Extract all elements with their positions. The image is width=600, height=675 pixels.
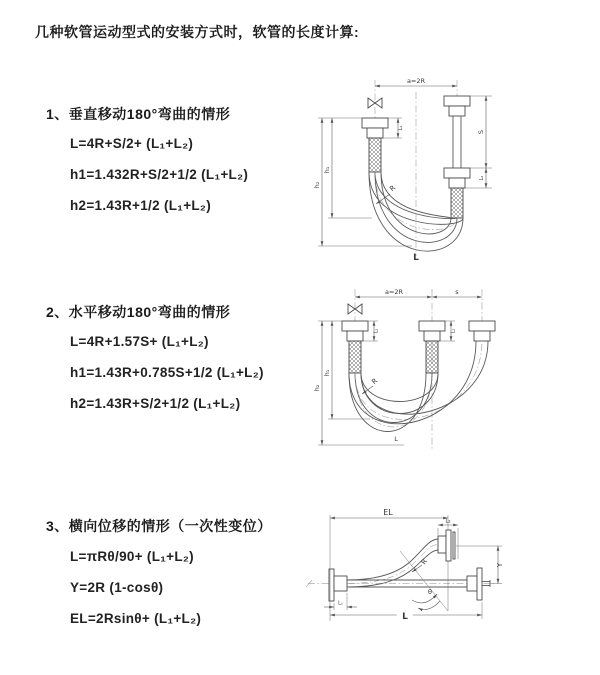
dim-label-l1: L₁ (338, 600, 343, 607)
dim-label-radius: R (370, 376, 380, 387)
dim-label-s: s (455, 288, 459, 296)
section-3-heading: 3、横向位移的情形（一次性变位） (46, 518, 272, 534)
section-1-formula-L: L=4R+S/2+ (L₁+L₂) (70, 136, 194, 151)
dim-label-a2r: a=2R (406, 77, 426, 85)
dim-label-h2: h₂ (313, 181, 321, 189)
section-3-formula-L: L=πRθ/90+ (L₁+L₂) (70, 549, 194, 564)
middle-fitting (419, 321, 445, 373)
left-fitting (342, 321, 368, 373)
dim-label-h1: h₁ (323, 369, 331, 377)
dim-label-el: EL (383, 508, 393, 517)
dim-label-y: Y (496, 562, 504, 568)
dim-label-a2r: a=2R (384, 288, 404, 296)
displaced-fitting (469, 321, 495, 341)
dim-label-l1: L₁ (398, 125, 404, 131)
left-flange (329, 569, 347, 601)
dim-label-radius: R (388, 183, 398, 194)
diagram-lateral-displacement (300, 503, 580, 648)
dim-label-l2: L₂ (445, 518, 451, 525)
section-1-formula-h1: h1=1.432R+S/2+1/2 (L₁+L₂) (70, 167, 249, 182)
diagram-horizontal-180-bend (312, 283, 522, 463)
original-position-pipe (347, 568, 490, 600)
right-fitting (444, 96, 470, 218)
section-1-formula-h2: h2=1.43R+1/2 (L₁+L₂) (70, 198, 212, 213)
angle-arc (412, 594, 437, 603)
dim-label-length: L (413, 253, 419, 263)
section-2-formula-h2: h2=1.43R+S/2+1/2 (L₁+L₂) (70, 396, 241, 411)
dim-label-l1: L₁ (373, 328, 380, 334)
section-2-heading: 2、水平移动180°弯曲的情形 (46, 304, 231, 320)
section-2-formula-h1: h1=1.43R+0.785S+1/2 (L₁+L₂) (70, 365, 264, 380)
dim-label-radius: R (419, 557, 430, 567)
dim-label-h1: h₁ (323, 166, 331, 174)
page-title: 几种软管运动型式的安装方式时，软管的长度计算: (35, 24, 360, 40)
dim-label-angle: θ (428, 588, 432, 596)
dim-label-l2: L₂ (479, 175, 485, 181)
diagram-vertical-180-bend (308, 70, 508, 262)
angle-arc (418, 601, 440, 609)
section-3-formula-Y: Y=2R (1-cosθ) (70, 580, 164, 595)
dim-label-h2: h₂ (313, 384, 321, 392)
dim-label-length: L (394, 435, 398, 443)
section-1-heading: 1、垂直移动180°弯曲的情形 (46, 106, 231, 122)
section-2-formula-L: L=4R+1.57S+ (L₁+L₂) (70, 334, 209, 349)
dim-label-s: S (477, 129, 485, 135)
dim-label-length: L (402, 612, 408, 622)
hose-u-bend (349, 341, 488, 432)
section-3-formula-EL: EL=2Rsinθ+ (L₁+L₂) (70, 611, 202, 626)
dim-label-l2: L₂ (450, 328, 457, 334)
displaced-flange (438, 530, 455, 561)
left-fitting (362, 118, 388, 172)
